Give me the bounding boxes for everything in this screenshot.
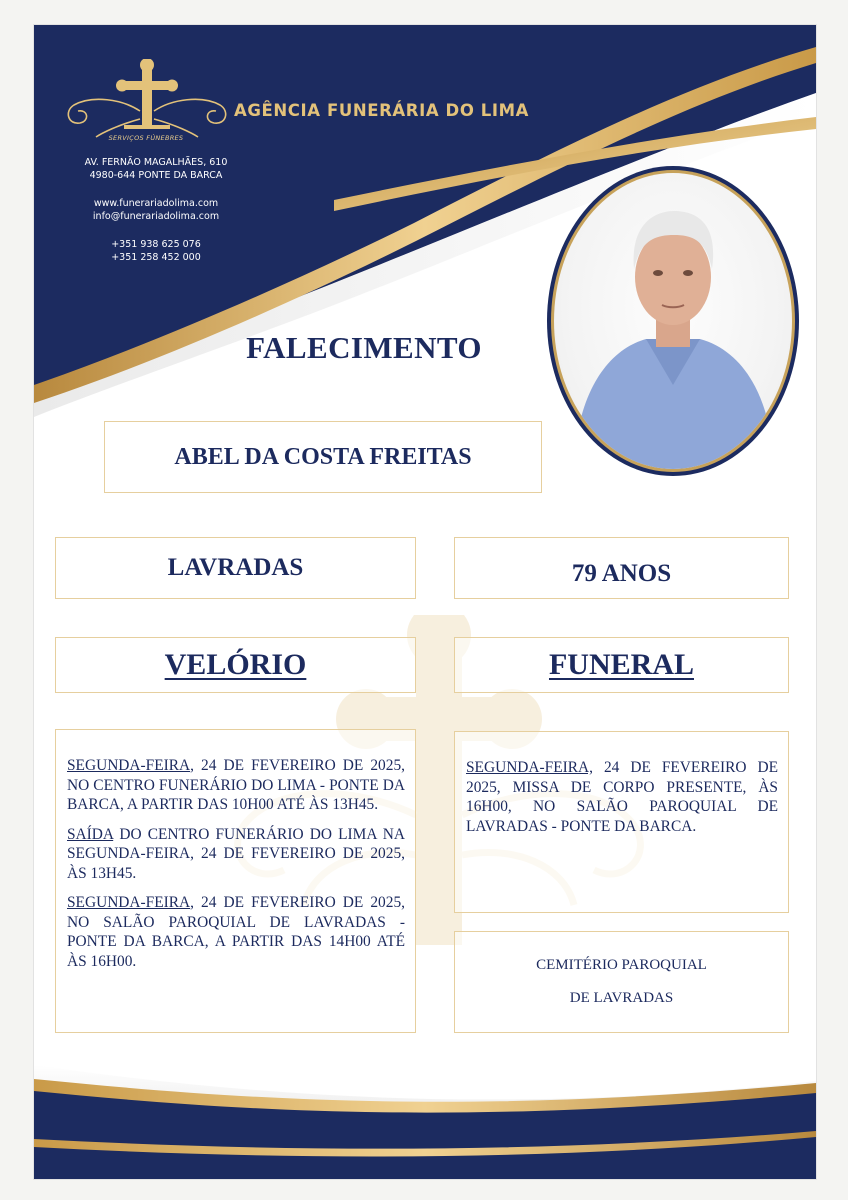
velorio-p1-day: SEGUNDA-FEIRA xyxy=(67,757,191,774)
agency-name: AGÊNCIA FUNERÁRIA DO LIMA xyxy=(234,101,530,120)
velorio-paragraph-1: SEGUNDA-FEIRA, 24 DE FEVEREIRO DE 2025, NO CENTRO FUNERÁRIO DO LIMA - PONTE DA BARCA, A PARTIR DAS 10H00 ATÉ ÀS 13H45. xyxy=(67,757,405,813)
portrait-frame xyxy=(551,170,795,472)
page-title: FALECIMENTO xyxy=(246,330,482,365)
agency-phones xyxy=(64,239,248,264)
location-box: LAVRADAS xyxy=(55,537,416,599)
agency-address xyxy=(64,157,248,182)
funeral-details xyxy=(454,731,789,913)
agency-web-contacts xyxy=(64,198,248,223)
deceased-name: ABEL DA COSTA FREITAS xyxy=(104,421,542,493)
velorio-details xyxy=(55,729,416,1033)
address-line-2: 4980-644 PONTE DA BARCA xyxy=(89,169,223,181)
cemetery-box xyxy=(454,931,789,1033)
agency-phone-2: +351 258 452 000 xyxy=(111,251,201,263)
velorio-p2-word: SAÍDA xyxy=(67,825,114,843)
cross-logo-icon xyxy=(62,59,234,141)
age-box: 79 ANOS xyxy=(454,537,789,599)
cemetery-line-1: CEMITÉRIO PAROQUIAL xyxy=(536,957,707,973)
agency-website: www.funerariadolima.com xyxy=(93,198,219,209)
agency-email: info@funerariadolima.com xyxy=(92,210,220,222)
funeral-paragraph-1: SEGUNDA-FEIRA, 24 DE FEVEREIRO DE 2025, MISSA DE CORPO PRESENTE, ÀS 16H00, NO SALÃO PAROQUIAL DE LAVRADAS - PONTE DA BARCA. xyxy=(466,759,778,835)
cemetery-line-2: DE LAVRADAS xyxy=(569,990,674,1006)
obituary-page xyxy=(33,24,817,1180)
velorio-p3-day: SEGUNDA-FEIRA xyxy=(67,894,191,911)
footer-banner xyxy=(34,1043,816,1179)
velorio-heading: VELÓRIO xyxy=(55,637,416,693)
logo-subtitle: SERVIÇOS FÚNEBRES xyxy=(108,134,184,142)
velorio-paragraph-3: SEGUNDA-FEIRA, 24 DE FEVEREIRO DE 2025, NO SALÃO PAROQUIAL DE LAVRADAS - PONTE DA BARCA, A PARTIR DAS 14H00 ATÉ ÀS 16H00. xyxy=(67,894,405,970)
funeral-p1-day: SEGUNDA-FEIRA, xyxy=(466,759,593,776)
person-silhouette-icon xyxy=(554,173,792,469)
portrait-photo xyxy=(554,173,792,469)
agency-phone-1: +351 938 625 076 xyxy=(111,239,201,250)
velorio-paragraph-2: SAÍDA DO CENTRO FUNERÁRIO DO LIMA NA SEGUNDA-FEIRA, 24 DE FEVEREIRO DE 2025, ÀS 13H45. xyxy=(67,825,405,882)
address-line-1: AV. FERNÃO MAGALHÃES, 610 xyxy=(84,157,228,168)
funeral-heading: FUNERAL xyxy=(454,637,789,693)
